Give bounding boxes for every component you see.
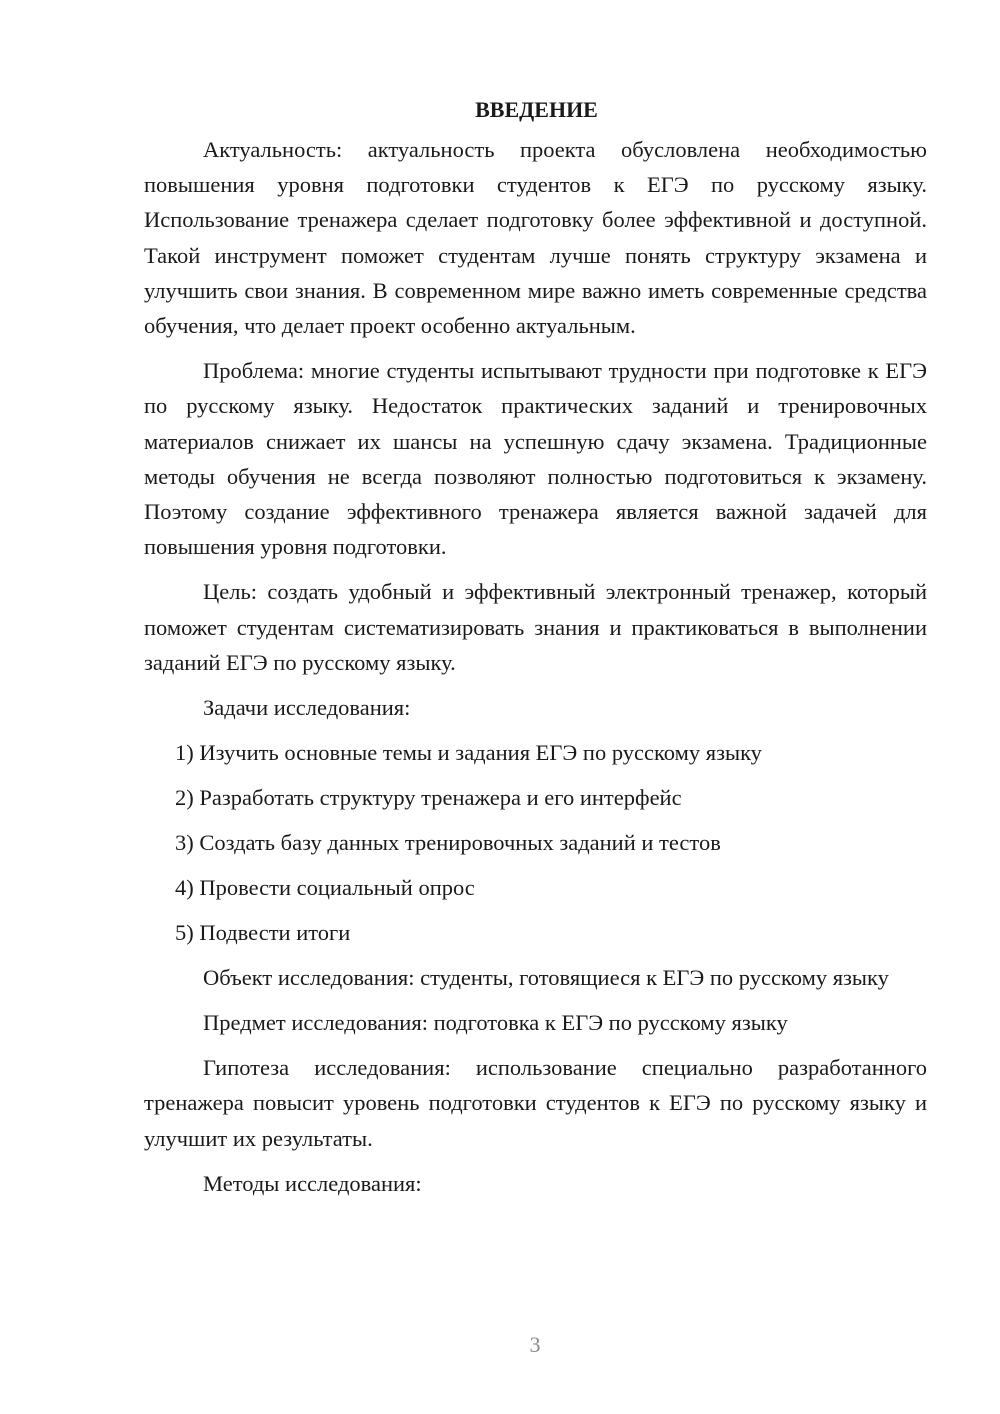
relevance-paragraph: Актуальность: актуальность проекта обусловлена необходимостью повышения уровня подготовки студентов к ЕГЭ по русскому языку. Использование тренажера сделает подготовку более эффективной и доступной. Такой инструмент поможет студентам лучше понять структуру экзамена и улучшить свои знания. В современном мире важно иметь современные средства обучения, что делает проект особенно актуальным.	[144, 137, 927, 339]
methods-heading: Методы исследования:	[203, 1170, 422, 1196]
problem-paragraph: Проблема: многие студенты испытывают трудности при подготовке к ЕГЭ по русскому языку. Недостаток практических заданий и тренировочных материалов снижает их шансы на успешную сдачу экзамена. Традиционные методы обучения не всегда позволяют полностью подготовиться к экзамену. Поэтому создание эффективного тренажера является важной задачей для повышения уровня подготовки.	[144, 358, 927, 560]
hypothesis-paragraph: Гипотеза исследования: использование специально разработанного тренажера повысит уровень подготовки студентов к ЕГЭ по русскому языку и улучшит их результаты.	[144, 1055, 927, 1151]
page-number: 3	[529, 1332, 541, 1357]
list-item: 5) Подвести итоги	[175, 920, 351, 946]
page-title: ВВЕДЕНИЕ	[475, 97, 598, 122]
list-item: 4) Провести социальный опрос	[175, 875, 475, 901]
tasks-list	[144, 735, 927, 950]
list-item: 3) Создать базу данных тренировочных заданий и тестов	[175, 830, 721, 856]
tasks-heading: Задачи исследования:	[203, 695, 411, 721]
list-item: 2) Разработать структуру тренажера и его интерфейс	[175, 785, 682, 811]
document-page	[144, 92, 927, 1211]
list-item: 1) Изучить основные темы и задания ЕГЭ по русскому языку	[175, 740, 762, 766]
subject-paragraph: Предмет исследования: подготовка к ЕГЭ по русскому языку	[203, 1010, 788, 1036]
goal-paragraph: Цель: создать удобный и эффективный электронный тренажер, который поможет студентам систематизировать знания и практиковаться в выполнении заданий ЕГЭ по русскому языку.	[144, 579, 927, 675]
object-paragraph: Объект исследования: студенты, готовящиеся к ЕГЭ по русскому языку	[203, 965, 889, 991]
